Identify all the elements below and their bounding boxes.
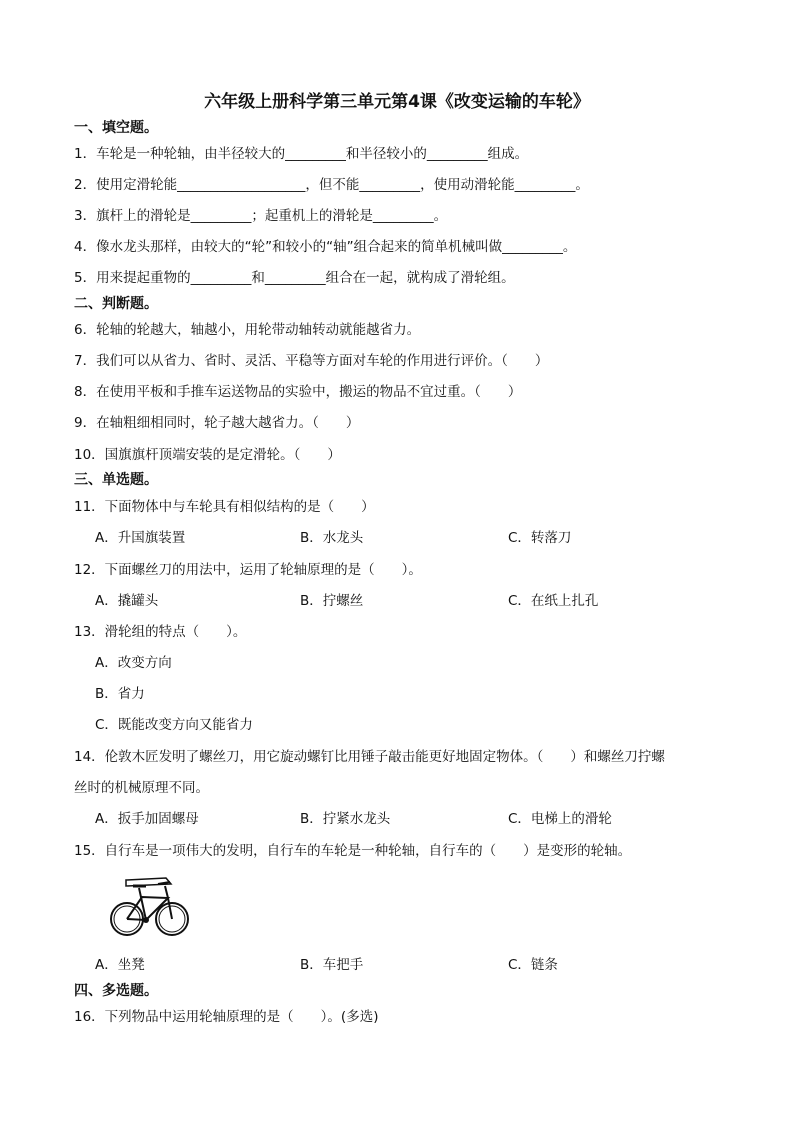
question-7: 7．我们可以从省力、省时、灵活、平稳等方面对车轮的作用进行评价。（ ） xyxy=(74,353,549,369)
question-8: 8．在使用平板和手推车运送物品的实验中，搬运的物品不宜过重。（ ） xyxy=(74,384,522,400)
question-4: 4．像水龙头那样，由较大的“轮”和较小的“轴”组合起来的简单机械叫做_________。 xyxy=(74,239,577,255)
question-11: 11．下面物体中与车轮具有相似结构的是（ ） xyxy=(74,499,375,515)
bicycle-image xyxy=(108,872,192,944)
q13-option-b: B．省力 xyxy=(95,686,145,702)
q14-option-b: B．拧紧水龙头 xyxy=(300,811,391,827)
q11-option-b: B．水龙头 xyxy=(300,530,364,546)
q12-option-a: A．撬罐头 xyxy=(95,593,159,609)
question-6: 6．轮轴的轮越大，轴越小，用轮带动轴转动就能越省力。 xyxy=(74,322,421,338)
question-3: 3．旗杆上的滑轮是_________；起重机上的滑轮是_________。 xyxy=(74,208,448,224)
question-2: 2．使用定滑轮能___________________，但不能_________，使用动滑轮能_________。 xyxy=(74,177,589,193)
question-13: 13．滑轮组的特点（ ）。 xyxy=(74,624,247,640)
q15-option-a: A．坐凳 xyxy=(95,957,145,973)
q13-option-a: A．改变方向 xyxy=(95,655,172,671)
q14-option-c: C．电梯上的滑轮 xyxy=(508,811,612,827)
section-heading-multi-choice: 四、多选题。 xyxy=(74,983,158,999)
question-9: 9．在轴粗细相同时，轮子越大越省力。（ ） xyxy=(74,415,360,431)
question-12: 12．下面螺丝刀的用法中，运用了轮轴原理的是（ ）。 xyxy=(74,562,422,578)
section-heading-true-false: 二、判断题。 xyxy=(74,296,158,312)
question-14: 14．伦敦木匠发明了螺丝刀，用它旋动螺钉比用锤子敲击能更好地固定物体。（ ）和螺丝刀拧螺 xyxy=(74,749,665,765)
q13-option-c: C．既能改变方向又能省力 xyxy=(95,717,253,733)
q12-option-b: B．拧螺丝 xyxy=(300,593,364,609)
section-heading-fill-blank: 一、填空题。 xyxy=(74,120,158,136)
q15-option-b: B．车把手 xyxy=(300,957,364,973)
question-16: 16．下列物品中运用轮轴原理的是（ ）。(多选) xyxy=(74,1009,379,1025)
section-heading-single-choice: 三、单选题。 xyxy=(74,472,158,488)
q14-option-a: A．扳手加固螺母 xyxy=(95,811,199,827)
page-title: 六年级上册科学第三单元第4课《改变运输的车轮》 xyxy=(204,92,590,112)
q11-option-c: C．转落刀 xyxy=(508,530,572,546)
question-1: 1．车轮是一种轮轴，由半径较大的_________和半径较小的_________组成。 xyxy=(74,146,529,162)
question-14-continued: 丝时的机械原理不同。 xyxy=(74,780,209,796)
q12-option-c: C．在纸上扎孔 xyxy=(508,593,599,609)
question-5: 5．用来提起重物的_________和_________组合在一起，就构成了滑轮组。 xyxy=(74,270,515,286)
question-10: 10．国旗旗杆顶端安装的是定滑轮。（ ） xyxy=(74,447,341,463)
question-15: 15．自行车是一项伟大的发明，自行车的车轮是一种轮轴，自行车的（ ）是变形的轮轴。 xyxy=(74,843,632,859)
q15-option-c: C．链条 xyxy=(508,957,558,973)
q11-option-a: A．升国旗装置 xyxy=(95,530,186,546)
